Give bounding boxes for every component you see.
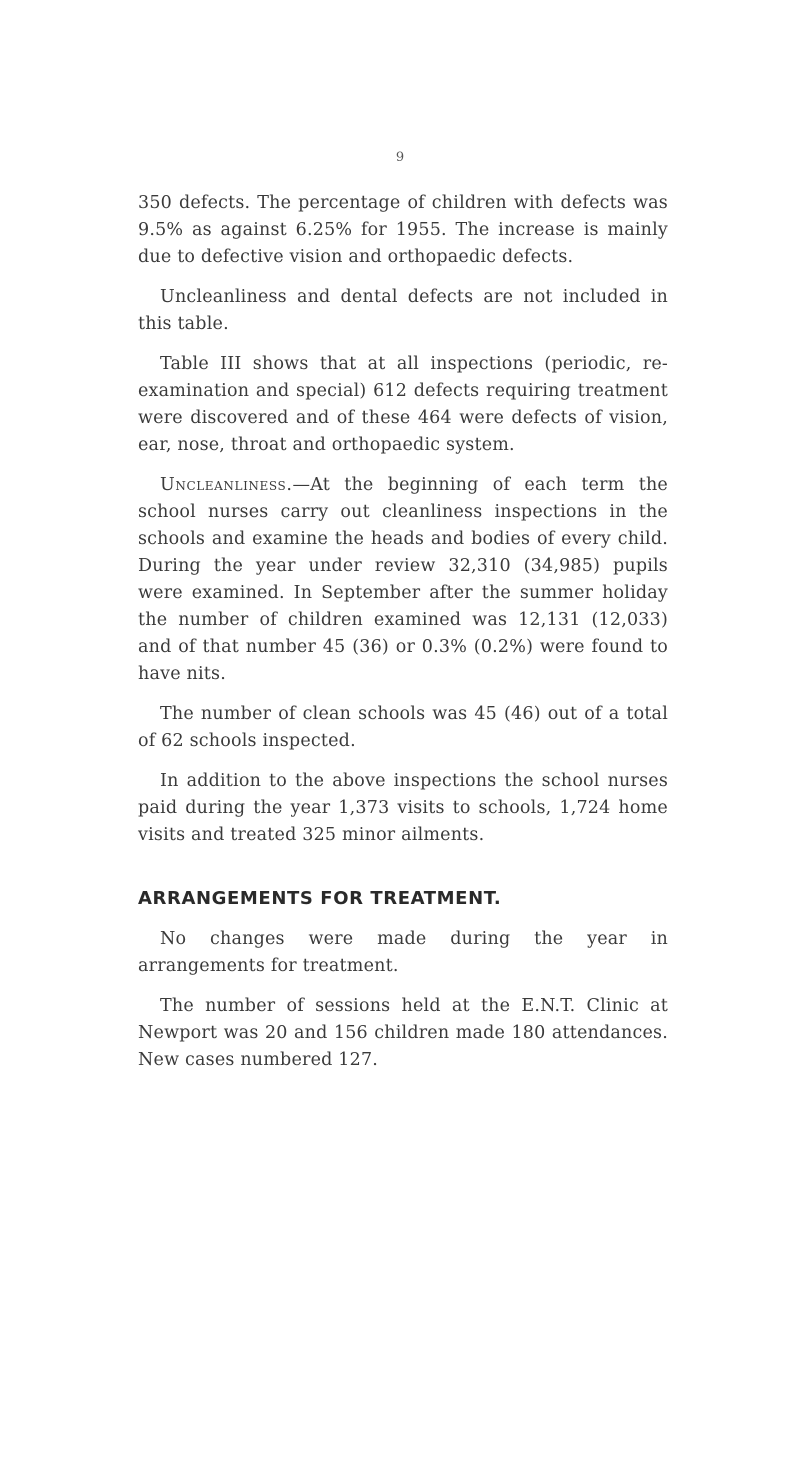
paragraph-ent-clinic: The number of sessions held at the E.N.T. Clinic at Newport was 20 and 156 children made 180 attendances. New cases numbered 127. — [138, 996, 668, 1070]
paragraph-nurse-visits: In addition to the above inspections the school nurses paid during the year 1,373 visits to schools, 1,724 home visits and treated 325 minor ailments. — [138, 771, 668, 845]
paragraph-no-changes: No changes were made during the year in arrangements for treatment. — [138, 929, 668, 976]
uncleanliness-lead: Uncleanliness. — [160, 475, 293, 495]
section-heading-arrangements: ARRANGEMENTS FOR TREATMENT. — [138, 888, 502, 909]
paragraph-uncleanliness — [138, 472, 668, 688]
document-body — [138, 190, 668, 1087]
paragraph-table-iii: Table III shows that at all inspections (periodic, re-examination and special) 612 defects requiring treatment were discovered and of these 464 were defects of vision, ear, nose, throat and orthopaedic system. — [138, 354, 668, 455]
uncleanliness-text: —At the beginning of each term the school nurses carry out cleanliness inspections in the schools and examine the heads and bodies of every child. During the year under review 32,310 (34,985) pupils were examined. In September after the summer holiday the number of children examined was 12,131 (12,033) and of that number 45 (36) or 0.3% (0.2%) were found to have nits. — [138, 475, 668, 684]
paragraph-clean-schools: The number of clean schools was 45 (46) out of a total of 62 schools inspected. — [138, 704, 668, 751]
paragraph-defects-percentage: 350 defects. The percentage of children with defects was 9.5% as against 6.25% for 1955. The increase is mainly due to defective vision and orthopaedic defects. — [138, 193, 668, 267]
paragraph-uncleanliness-note: Uncleanliness and dental defects are not included in this table. — [138, 287, 668, 334]
page-number: 9 — [395, 150, 405, 165]
